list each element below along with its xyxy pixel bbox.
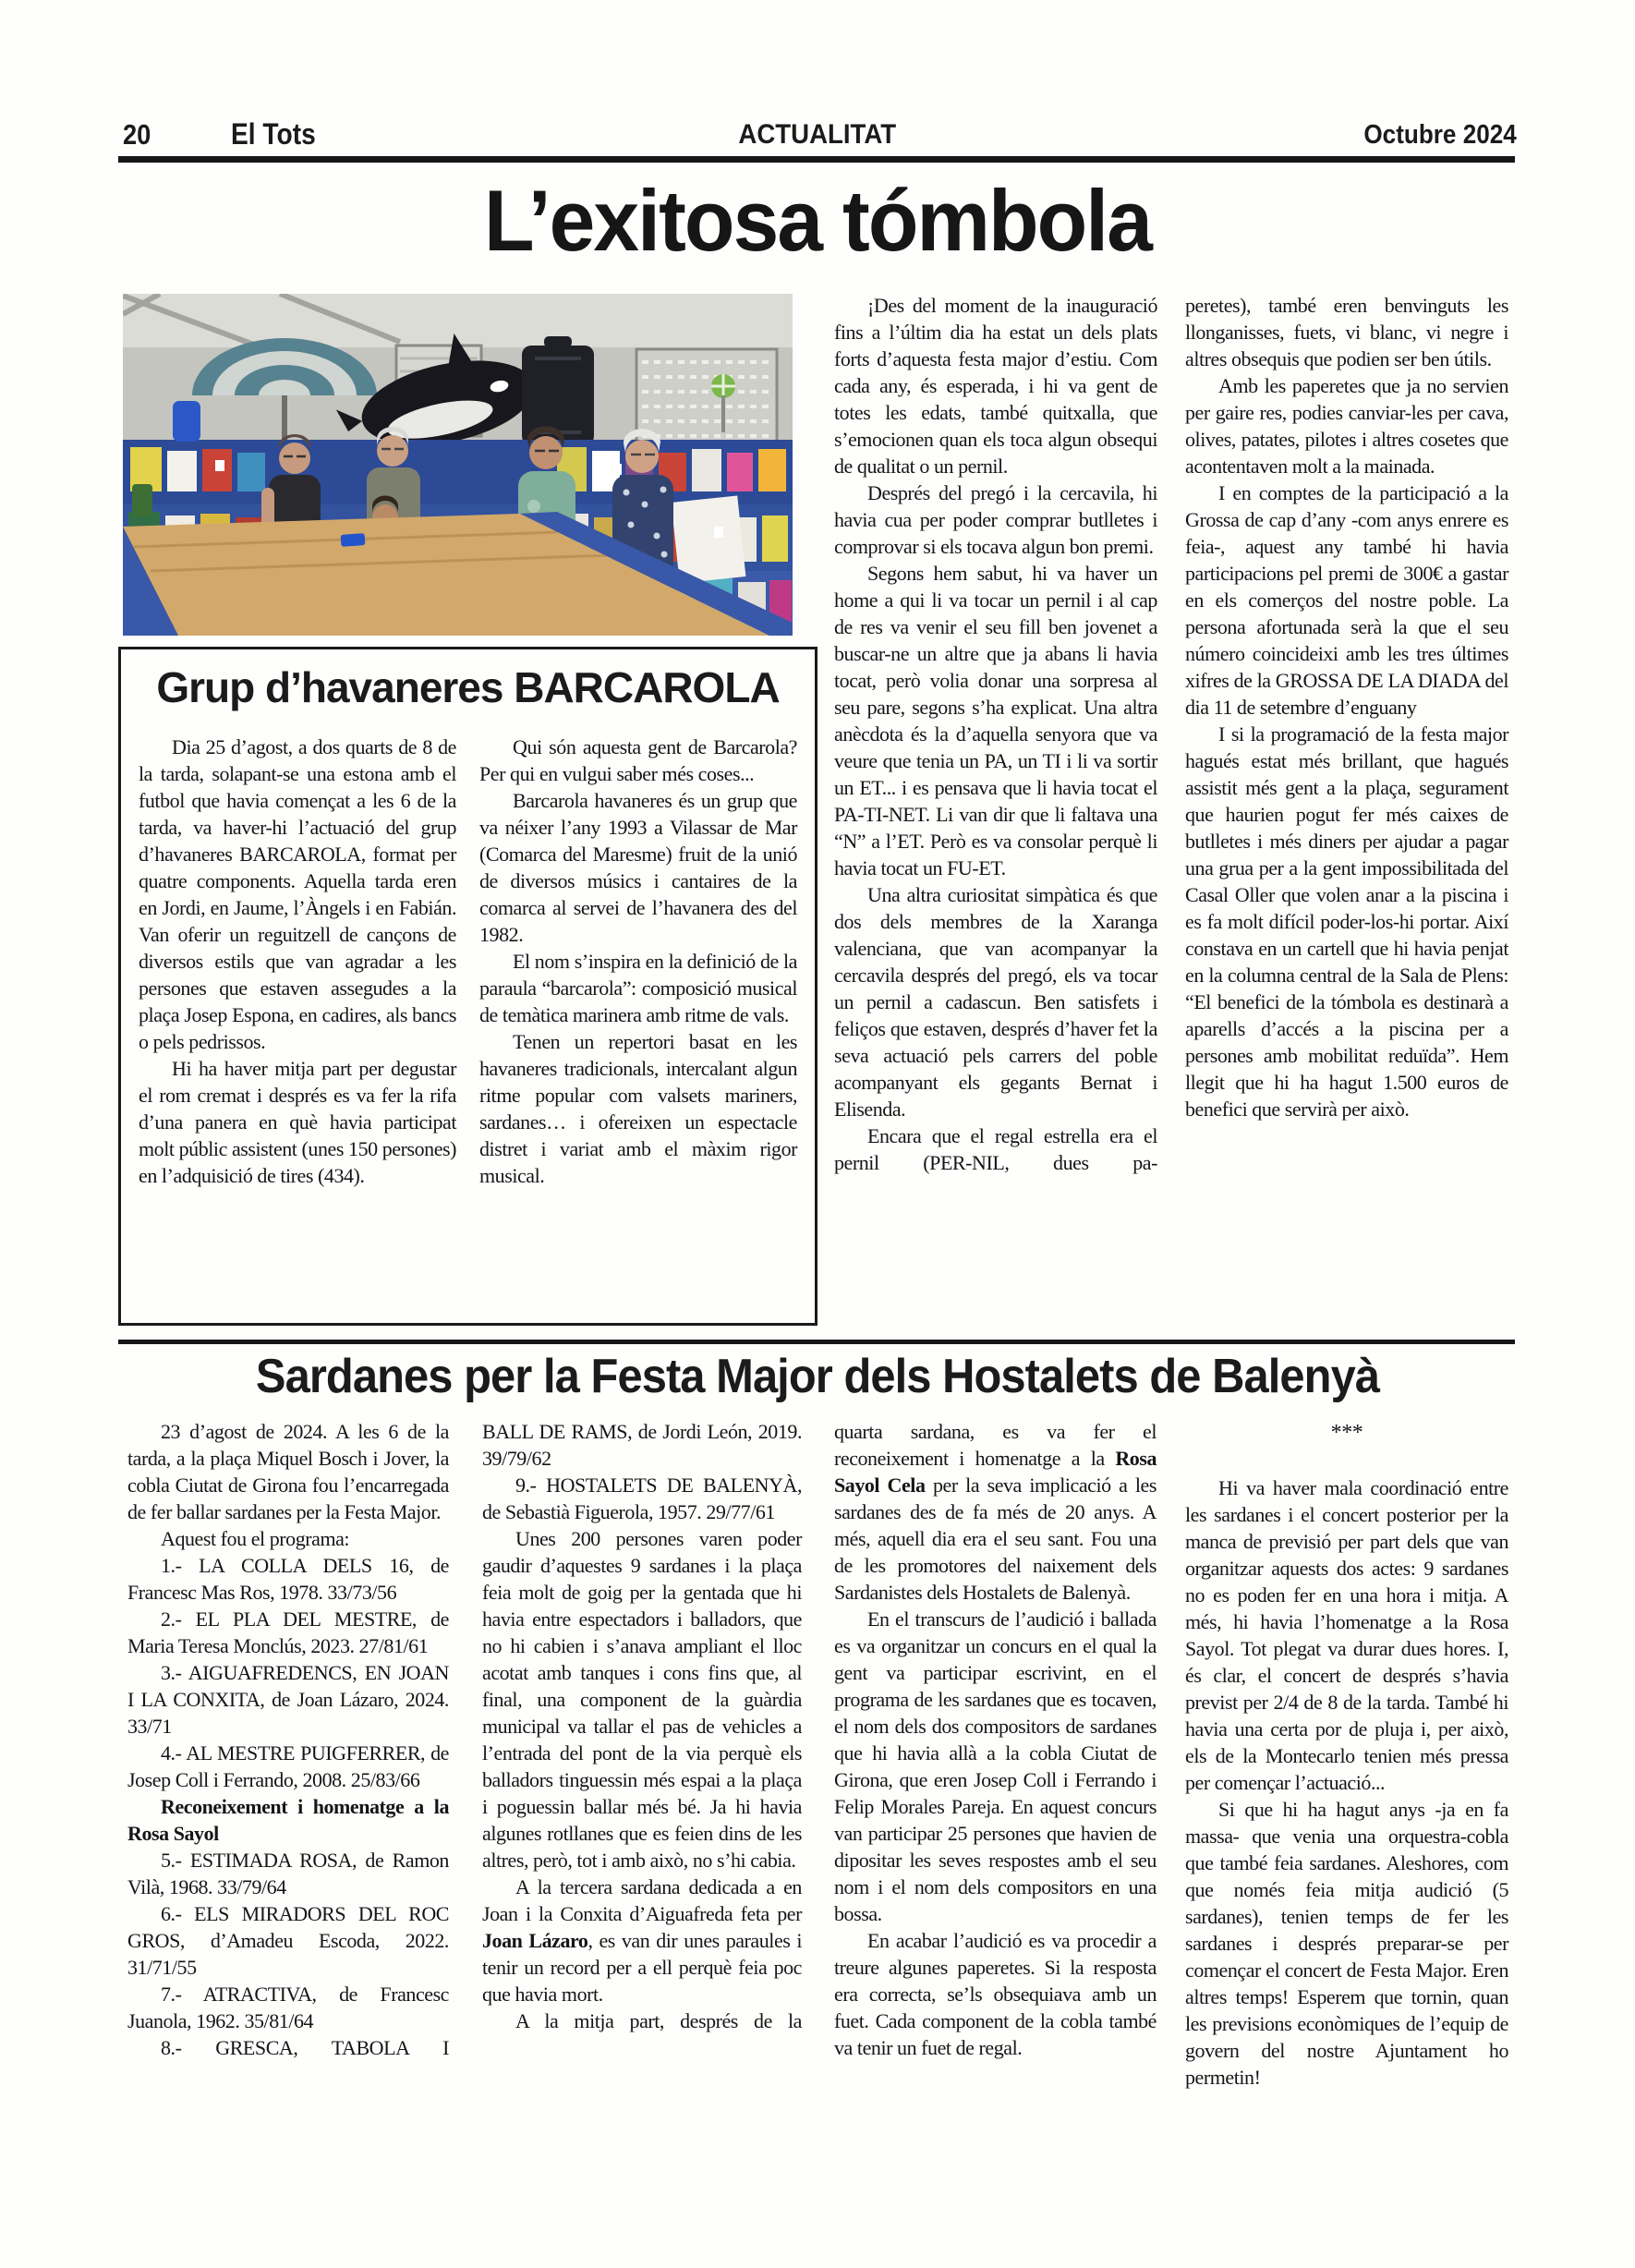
text-run: Una altra curiositat simpàtica és que dos dels membres de la Xaranga valenciana, que van acompanyar la cercavila després del pregó, els va tocar un pernil a cadascun. Ben satisfets i feliços que estaven, després d’haver fet la seva actuació pels carrers del poble acompanyant els gegants Bernat i Elisenda. <box>834 883 1157 1121</box>
paragraph <box>834 560 1157 881</box>
photo-ceiling <box>123 294 793 347</box>
paragraph <box>1185 372 1508 479</box>
paragraph <box>127 1847 449 1900</box>
paragraph <box>127 2034 449 2061</box>
paragraph <box>127 1606 449 1659</box>
paragraph <box>482 1874 802 2007</box>
paragraph <box>1185 1474 1508 1796</box>
tombola-article-column-1 <box>834 292 1157 1176</box>
text-run: Barcarola havaneres és un grup que va néixer l’any 1993 a Vilassar de Mar (Comarca del Maresme) fruit de la unió de diversos músics i cantaires de la comarca al servei de l’havanera des del 1982. <box>479 788 797 946</box>
paragraph <box>1185 1796 1508 2091</box>
paragraph <box>139 734 456 1055</box>
paragraph <box>127 1981 449 2034</box>
text-run: A la tercera sardana dedicada a en Joan i la Conxita d’Aiguafreda feta per <box>482 1875 802 1925</box>
blue-jug <box>173 401 200 442</box>
paragraph <box>482 2007 802 2034</box>
text-run: Tenen un repertori basat en les havaneres tradicionals, intercalant algun ritme popular com valsets mariners, sardanes… i ofereixen un espectacle distret i variat amb el màxim rigor musical. <box>479 1029 797 1187</box>
text-run: En acabar l’audició es va procedir a treure algunes paperetes. Si la resposta era correcta, se’ls obsequiava amb un fuet. Cada component de la cobla també va tenir un fuet de regal. <box>834 1929 1157 2059</box>
text-run: Aquest fou el programa: <box>161 1527 350 1550</box>
paragraph <box>479 787 797 948</box>
tombola-photo <box>123 294 793 636</box>
paragraph <box>834 1606 1157 1927</box>
paragraph <box>834 1927 1157 2061</box>
text-run: Qui són aquesta gent de Barcarola? Per qui en vulgui saber més coses... <box>479 734 797 785</box>
paragraph <box>479 1028 797 1189</box>
issue-date: Octubre 2024 <box>1363 120 1517 150</box>
paragraph <box>1185 721 1508 1122</box>
main-headline: L’exitosa tómbola <box>484 172 1151 269</box>
paragraph <box>834 1418 1157 1606</box>
bold-text-run: Rosa Sayol Cela <box>834 1447 1157 1497</box>
white-canvas-prize <box>672 495 746 583</box>
text-run: I en comptes de la participació a la Grossa de cap d’any -com anys enrere es feia-, aquest any també hi havia participacions pel premi de 300€ a gastar en els comerços del nostre poble. La persona afortunada serà la que el seu número coincideixi amb les tres últimes xifres de la GROSSA DE LA DIADA del dia 11 de setembre d’enguany <box>1185 481 1508 719</box>
text-run: 6.- ELS MIRADORS DEL ROC GROS, d’Amadeu Escoda, 2022. 31/71/55 <box>127 1902 449 1979</box>
paragraph <box>1185 1420 1508 1447</box>
paragraph <box>127 1793 449 1847</box>
paragraph <box>1185 479 1508 721</box>
text-run: Unes 200 persones varen poder gaudir d’aquestes 9 sardanes i la plaça feia molt de goig per la gentada que hi havia entre espectadors i balladors, que no hi cabien i s’anava ampliant el lloc acotat amb tanques i cons fins que, al final, una component de la guàrdia municipal va tallar el pas de vehicles a l’entrada del pont de la via perquè els balladors tinguessin més espai a la plaça i poguessin ballar més bé. Ja hi havia algunes rotllanes que es feien dins de les altres, però, tot i amb això, no s’hi cabia. <box>482 1527 802 1872</box>
text-run: Hi ha haver mitja part per degustar el rom cremat i després es va fer la rifa d’una panera en què havia participat molt públic assistent (unes 150 persones) en l’adquisició de tires (434). <box>139 1056 456 1187</box>
text-run: 23 d’agost de 2024. A les 6 de la tarda, a la plaça Miquel Bosch i Jover, la cobla Ciutat de Girona fou l’encarregada de fer ballar sardanes per la Festa Major. <box>127 1420 449 1523</box>
paragraph <box>834 292 1157 479</box>
text-run: peretes), també eren benvinguts les llonganisses, fuets, vi blanc, vi negre i altres obsequis que podien ser ben útils. <box>1185 294 1508 370</box>
text-run: I si la programació de la festa major hagués estat més brillant, que hagués assistit més gent a la plaça, segurament que haurien pogut fer més caixes de butlletes i més diners per ajudar a pagar una grua per a la gent impossibilitada del Casal Oller que volen anar a la piscina i es fa molt difícil poder-los-hi portar. Així constava en un cartell que hi havia penjat en la columna central de la Sala de Plens: “El benefici de la tómbola es destinarà a aparells d’accés a la piscina per a persones amb mobilitat reduïda”. Hem llegit que hi ha hagut 1.500 euros de benefici que servirà per això. <box>1185 722 1508 1121</box>
text-run: 8.- GRESCA, TABOLA I <box>161 2036 449 2059</box>
barcarola-columns <box>121 721 815 1189</box>
green-jar <box>132 484 152 517</box>
barcarola-column-1 <box>139 734 456 1189</box>
paragraph <box>834 1122 1157 1176</box>
paragraph <box>834 881 1157 1122</box>
page-number: 20 <box>123 118 151 151</box>
text-run: 3.- AIGUAFREDENCS, EN JOAN I LA CONXITA, de Joan Lázaro, 2024. 33/71 <box>127 1661 449 1738</box>
text-run: ¡Des del moment de la inauguració fins a l’últim dia ha estat un dels plats forts d’aquesta festa major d’estiu. Com cada any, és esperada, i hi va gent de totes les edats, també quitxalla, que s’emocionen quan els toca algun obsequi de qualitat o un pernil. <box>834 294 1157 478</box>
paragraph <box>127 1418 449 1525</box>
paragraph <box>834 479 1157 560</box>
paragraph <box>482 1525 802 1874</box>
paragraph <box>127 1552 449 1606</box>
paragraph <box>1185 292 1508 372</box>
sardanes-column-4 <box>1185 1418 1508 2091</box>
text-run: 5.- ESTIMADA ROSA, de Ramon Vilà, 1968. 33/79/64 <box>127 1849 449 1898</box>
tombola-photo-illustration <box>123 294 793 636</box>
text-run: , es van dir unes paraules i tenir un record per a ell perquè feia poc que havia mort. <box>482 1929 802 2006</box>
tombola-article-column-2 <box>1185 292 1508 1122</box>
sardanes-column-3 <box>834 1418 1157 2061</box>
text-run: quarta sardana, es va fer el reconeixement i homenatge a la <box>834 1420 1157 1470</box>
bold-text-run: Reconeixement i homenatge a la Rosa Sayol <box>127 1795 449 1845</box>
paragraph <box>127 1659 449 1740</box>
text-run: En el transcurs de l’audició i ballada es va organitzar un concurs en el qual la gent va participar escrivint, en el programa de les sardanes que es tocaven, el nom dels dos compositors de sardanes que hi havia allà a la cobla Ciutat de Girona, que eren Josep Coll i Ferrando i Felip Morales Pareja. En aquest concurs van participar 25 persones que havien de dipositar les seves respostes amb el seu nom i el nom dels compositors en una bossa. <box>834 1607 1157 1925</box>
text-run: *** <box>1330 1421 1363 1445</box>
sardanes-column-2 <box>482 1418 802 2034</box>
header-rule <box>118 156 1515 163</box>
text-run: 9.- HOSTALETS DE BALENYÀ, de Sebastià Figuerola, 1957. 29/77/61 <box>482 1474 802 1523</box>
text-run: per la seva implicació a les sardanes des de fa més de 20 anys. A més, aquell dia era el seu sant. Fou una de les promotores del naixement dels Sardanistes dels Hostalets de Balenyà. <box>834 1474 1157 1604</box>
text-run: Hi va haver mala coordinació entre les sardanes i el concert posterior per la manca de previsió per part dels que van organitzar aquests dos actes: 9 sardanes no es poden fer en una hora i mitja. A més, hi havia l’homenatge a la Rosa Sayol. Tot plegat va durar dues hores. I, és clar, el concert de després s’havia previst per 2/4 de 8 de la tarda. També hi havia una certa por de pluja i, per això, els de la Montecarlo tenien més pressa per començar l’actuació... <box>1185 1476 1508 1794</box>
newspaper-brand: El Tots <box>231 117 316 151</box>
text-run: 7.- ATRACTIVA, de Francesc Juanola, 1962. 35/81/64 <box>127 1983 449 2032</box>
text-run: 1.- LA COLLA DELS 16, de Francesc Mas Ros, 1978. 33/73/56 <box>127 1554 449 1604</box>
text-run: BALL DE RAMS, de Jordi León, 2019. 39/79/62 <box>482 1420 802 1470</box>
sardanes-column-1 <box>127 1418 449 2061</box>
paragraph <box>127 1740 449 1793</box>
barcarola-heading: Grup d’havaneres BARCAROLA <box>156 663 780 711</box>
sardanes-heading: Sardanes per la Festa Major dels Hostalets de Balenyà <box>255 1350 1380 1403</box>
text-run: Si que hi ha hagut anys -ja en fa massa- que venia una orquestra-cobla que també feia sardanes. Aleshores, com que només feia mitja audició (5 sardanes), tenien temps de fer les sardanes i després preparar-se per començar el concert de Festa Major. Eren altres temps! Esperem que tornin, quan les previsions econòmiques de l’equip de govern del nostre Ajuntament ho permetin! <box>1185 1798 1508 2089</box>
barcarola-article-box <box>118 647 818 1326</box>
text-run: 2.- EL PLA DEL MESTRE, de Maria Teresa Monclús, 2023. 27/81/61 <box>127 1607 449 1657</box>
text-run: A la mitja part, després de la <box>515 2009 802 2032</box>
text-run: 4.- AL MESTRE PUIGFERRER, de Josep Coll i Ferrando, 2008. 25/83/66 <box>127 1741 449 1791</box>
paragraph <box>127 1900 449 1981</box>
text-run: Segons hem sabut, hi va haver un home a qui li va tocar un pernil i al cap de res va venir el seu fill ben jovenet a buscar-ne un altre que ja abans li havia tocat, però volia donar una sorpresa al seu pare, segons s’ha explicat. Una altra anècdota és la d’aquella senyora que va veure que tenia un PA, un TI i li va sortir un ET... i es pensava que li havia tocat el PA-TI-NET. Li van dir que li faltava una “N” a l’ET. Però es va consolar perquè li havia tocat un FU-ET. <box>834 562 1157 879</box>
paragraph <box>127 1525 449 1552</box>
text-run: Encara que el regal estrella era el pernil (PER-NIL, dues pa- <box>834 1124 1157 1174</box>
paragraph <box>482 1418 802 1472</box>
paragraph <box>139 1055 456 1189</box>
section-title: ACTUALITAT <box>738 119 897 150</box>
section-divider-rule <box>118 1340 1515 1344</box>
paragraph <box>479 948 797 1028</box>
barcarola-column-2 <box>479 734 797 1189</box>
paragraph <box>479 734 797 787</box>
text-run: Amb les paperetes que ja no servien per gaire res, podies canviar-les per cava, olives, patates, pilotes i altres cosetes que acontentaven molt a la mainada. <box>1185 374 1508 478</box>
text-run: Dia 25 d’agost, a dos quarts de 8 de la tarda, solapant-se una estona amb el futbol que havia començat a les 6 de la tarda, va haver-hi l’actuació del grup d’havaneres BARCAROLA, format per quatre components. Aquella tarda eren en Jordi, en Jaume, l’Àngels i en Fabián. Van oferir un reguitzell de cançons de diversos estils que van agradar a les persones que estaven assegudes a la plaça Josep Espona, en cadires, als bancs o pels pedrissos. <box>139 734 456 1053</box>
phone-on-table <box>341 533 366 547</box>
paragraph <box>482 1472 802 1525</box>
text-run: El nom s’inspira en la definició de la paraula “barcarola”: composició musical de temàtica marinera amb ritme de vals. <box>479 949 797 1026</box>
text-run: Després del pregó i la cercavila, hi havia cua per poder comprar butlletes i comprovar si els tocava algun bon premi. <box>834 481 1157 558</box>
suitcase <box>522 336 594 445</box>
bold-text-run: Joan Lázaro <box>482 1929 588 1952</box>
